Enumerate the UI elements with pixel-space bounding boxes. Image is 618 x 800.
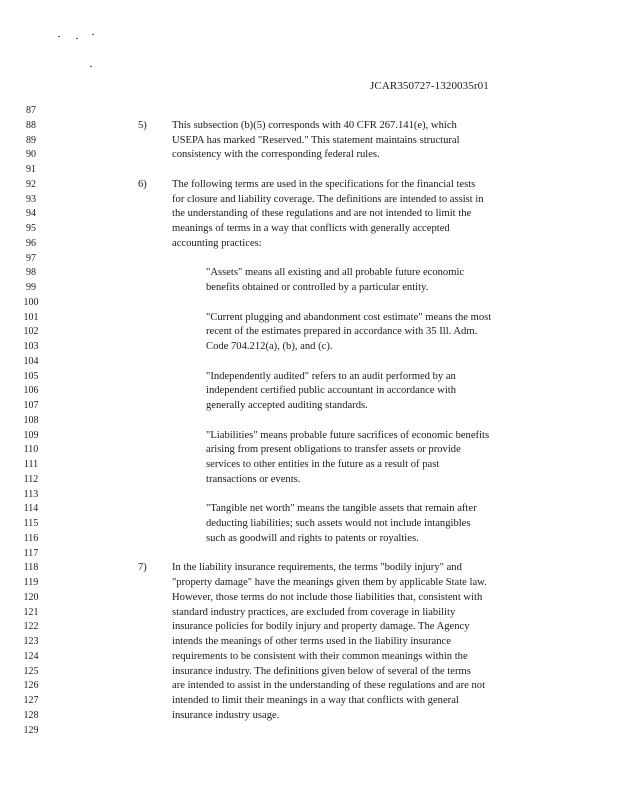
line-number: 119 [23, 577, 39, 588]
line-number: 91 [26, 164, 36, 175]
document-line [0, 650, 618, 664]
document-line [0, 237, 618, 251]
document-line [0, 311, 618, 325]
line-number: 96 [26, 237, 36, 249]
paragraph-text: "property damage" have the meanings given them by applicable State law. [172, 577, 487, 588]
line-number: 129 [23, 724, 39, 736]
line-number: 123 [23, 636, 39, 647]
line-number: 116 [23, 532, 39, 544]
line-number: 87 [26, 105, 36, 116]
definition-text: "Current plugging and abandonment cost estimate" means the most [206, 311, 492, 323]
definition-text: "Independently audited" refers to an audit performed by an [206, 370, 456, 382]
definition-text: Code 704.212(a), (b), and (c). [206, 341, 333, 352]
document-line [0, 517, 618, 531]
line-number: 128 [23, 709, 39, 721]
line-number: 114 [23, 503, 39, 515]
definition-text: "Tangible net worth" means the tangible assets that remain after [206, 503, 477, 515]
document-line [0, 473, 618, 487]
line-number: 126 [23, 680, 39, 692]
document-line [0, 340, 618, 354]
document-line [0, 370, 618, 384]
line-number: 122 [23, 621, 39, 633]
definition-text: recent of the estimates prepared in accordance with 35 Ill. Adm. [206, 326, 478, 338]
line-number: 105 [23, 370, 39, 382]
line-number: 108 [23, 414, 39, 426]
paragraph-text: the understanding of these regulations and are not intended to limit the [172, 208, 472, 220]
document-line [0, 399, 618, 413]
document-line [0, 281, 618, 295]
paragraph-text: for closure and liability coverage. The definitions are intended to assist in [172, 193, 484, 205]
document-line [0, 207, 618, 221]
document-line [0, 635, 618, 649]
line-number: 113 [23, 488, 39, 500]
line-number: 118 [23, 562, 39, 574]
definition-text: benefits obtained or controlled by a particular entity. [206, 282, 429, 293]
document-line [0, 576, 618, 590]
line-number: 97 [26, 252, 36, 264]
document-line [0, 709, 618, 723]
document-line [0, 679, 618, 693]
document-line [0, 532, 618, 546]
document-line [0, 384, 618, 398]
line-number: 121 [23, 606, 39, 618]
line-number: 93 [26, 193, 36, 205]
line-number: 99 [26, 282, 36, 293]
document-line [0, 266, 618, 280]
item-number: 5) [138, 119, 147, 131]
line-number: 98 [26, 267, 36, 279]
line-number: 94 [26, 208, 36, 220]
paragraph-text: consistency with the corresponding federal rules. [172, 149, 380, 161]
definition-text: such as goodwill and rights to patents or royalties. [206, 532, 419, 544]
paragraph-text: insurance policies for bodily injury and property damage. The Agency [172, 621, 470, 633]
line-number: 117 [23, 547, 39, 559]
scan-speck [76, 38, 78, 39]
line-number: 106 [23, 385, 39, 397]
line-number: 90 [26, 149, 36, 161]
definition-text: "Assets" means all existing and all probable future economic [206, 267, 465, 279]
scan-speck [92, 34, 94, 35]
document-line [0, 193, 618, 207]
line-number: 92 [26, 178, 36, 190]
line-number: 125 [23, 665, 39, 677]
document-line [0, 325, 618, 339]
paragraph-text: standard industry practices, are excluded from coverage in liability [172, 606, 456, 618]
line-number: 100 [23, 296, 39, 308]
document-line [0, 296, 618, 310]
document-line [0, 665, 618, 679]
definition-text: arising from present obligations to transfer assets or provide [206, 444, 461, 456]
paragraph-text: intended to limit their meanings in a way that conflicts with general [172, 695, 459, 706]
document-line [0, 119, 618, 133]
document-line [0, 178, 618, 192]
document-line [0, 134, 618, 148]
paragraph-text: insurance industry usage. [172, 709, 280, 721]
scan-speck [58, 36, 60, 37]
document-line [0, 488, 618, 502]
document-line [0, 561, 618, 575]
paragraph-text: insurance industry. The definitions given below of several of the terms [172, 665, 471, 677]
definition-text: generally accepted auditing standards. [206, 400, 368, 411]
paragraph-text: requirements to be consistent with their common meanings within the [172, 650, 468, 662]
line-number: 104 [23, 355, 39, 367]
document-id: JCAR350727-1320035r01 [370, 80, 489, 92]
document-line [0, 443, 618, 457]
line-number: 102 [23, 326, 39, 338]
document-line [0, 724, 618, 738]
line-number: 109 [23, 429, 39, 441]
document-line [0, 620, 618, 634]
definition-text: transactions or events. [206, 473, 301, 485]
line-number: 111 [23, 459, 39, 470]
document-line [0, 458, 618, 472]
line-number: 103 [23, 341, 39, 352]
line-number: 120 [23, 591, 39, 603]
line-number: 110 [23, 444, 39, 456]
definition-text: independent certified public accountant in accordance with [206, 385, 457, 397]
paragraph-text: The following terms are used in the specifications for the financial tests [172, 178, 476, 190]
paragraph-text: meanings of terms in a way that conflicts with generally accepted [172, 223, 450, 234]
definition-text: deducting liabilities; such assets would not include intangibles [206, 518, 471, 529]
document-line [0, 252, 618, 266]
document-line [0, 502, 618, 516]
document-line [0, 163, 618, 177]
document-line [0, 414, 618, 428]
paragraph-text: This subsection (b)(5) corresponds with 40 CFR 267.141(e), which [172, 119, 457, 131]
document-line [0, 104, 618, 118]
line-number: 107 [23, 400, 39, 411]
document-line [0, 355, 618, 369]
document-line [0, 148, 618, 162]
document-line [0, 694, 618, 708]
paragraph-text: In the liability insurance requirements, the terms "bodily injury" and [172, 562, 462, 574]
line-number: 88 [26, 119, 36, 131]
document-line [0, 222, 618, 236]
definition-text: "Liabilities" means probable future sacrifices of economic benefits [206, 429, 490, 441]
paragraph-text: However, those terms do not include those liabilities that, consistent with [172, 591, 483, 603]
document-line [0, 547, 618, 561]
line-number: 115 [23, 518, 39, 529]
document-line [0, 606, 618, 620]
document-line [0, 591, 618, 605]
item-number: 7) [138, 562, 147, 574]
paragraph-text: intends the meanings of other terms used in the liability insurance [172, 636, 451, 647]
paragraph-text: accounting practices: [172, 237, 262, 249]
paragraph-text: USEPA has marked "Reserved." This statement maintains structural [172, 134, 460, 146]
line-number: 101 [23, 311, 39, 323]
item-number: 6) [138, 178, 147, 190]
line-number: 127 [23, 695, 39, 706]
document-line [0, 429, 618, 443]
definition-text: services to other entities in the future as a result of past [206, 459, 440, 470]
scan-speck [90, 66, 92, 67]
paragraph-text: are intended to assist in the understanding of these regulations and are not [172, 680, 486, 692]
line-number: 112 [23, 473, 39, 485]
line-number: 89 [26, 134, 36, 146]
line-number: 95 [26, 223, 36, 234]
line-number: 124 [23, 650, 39, 662]
